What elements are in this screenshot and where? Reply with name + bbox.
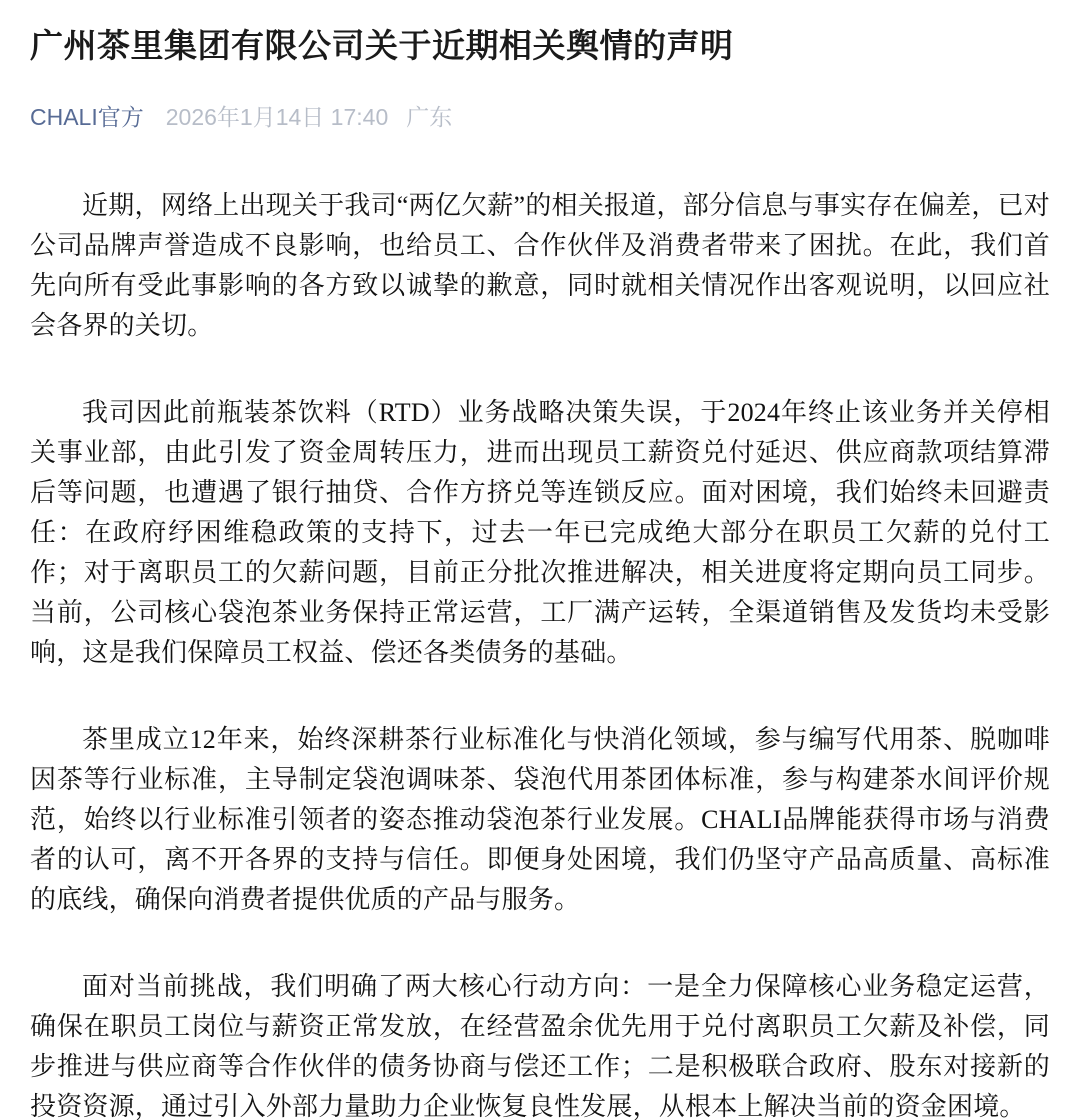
publish-date: 2026年1月14日 17:40	[165, 103, 389, 130]
article-body	[30, 186, 1050, 1120]
author-link[interactable]: CHALI官方	[30, 103, 144, 130]
page-title: 广州茶里集团有限公司关于近期相关舆情的声明	[30, 27, 734, 64]
article-paragraph: 茶里成立12年来，始终深耕茶行业标准化与快消化领域，参与编写代用茶、脱咖啡因茶等行业标准，主导制定袋泡调味茶、袋泡代用茶团体标准，参与构建茶水间评价规范，始终以行业标准引领者的姿态推动袋泡茶行业发展。CHALI品牌能获得市场与消费者的认可，离不开各界的支持与信任。即便身处困境，我们仍坚守产品高质量、高标准的底线，确保向消费者提供优质的产品与服务。	[30, 724, 1050, 914]
article-paragraph: 近期，网络上出现关于我司“两亿欠薪”的相关报道，部分信息与事实存在偏差，已对公司品牌声誉造成不良影响，也给员工、合作伙伴及消费者带来了困扰。在此，我们首先向所有受此事影响的各方致以诚挚的歉意，同时就相关情况作出客观说明，以回应社会各界的关切。	[30, 190, 1050, 340]
byline	[30, 99, 1050, 132]
publish-location: 广东	[406, 103, 453, 130]
article-paragraph: 面对当前挑战，我们明确了两大核心行动方向：一是全力保障核心业务稳定运营，确保在职员工岗位与薪资正常发放，在经营盈余优先用于兑付离职员工欠薪及补偿，同步推进与供应商等合作伙伴的债务协商与偿还工作；二是积极联合政府、股东对接新的投资资源，通过引入外部力量助力企业恢复良性发展，从根本上解决当前的资金困境。	[30, 971, 1050, 1120]
article-paragraph: 我司因此前瓶装茶饮料（RTD）业务战略决策失误，于2024年终止该业务并关停相关事业部，由此引发了资金周转压力，进而出现员工薪资兑付延迟、供应商款项结算滞后等问题，也遭遇了银行抽贷、合作方挤兑等连锁反应。面对困境，我们始终未回避责任：在政府纾困维稳政策的支持下，过去一年已完成绝大部分在职员工欠薪的兑付工作；对于离职员工的欠薪问题，目前正分批次推进解决，相关进度将定期向员工同步。当前，公司核心袋泡茶业务保持正常运营，工厂满产运转，全渠道销售及发货均未受影响，这是我们保障员工权益、偿还各类债务的基础。	[30, 397, 1050, 667]
